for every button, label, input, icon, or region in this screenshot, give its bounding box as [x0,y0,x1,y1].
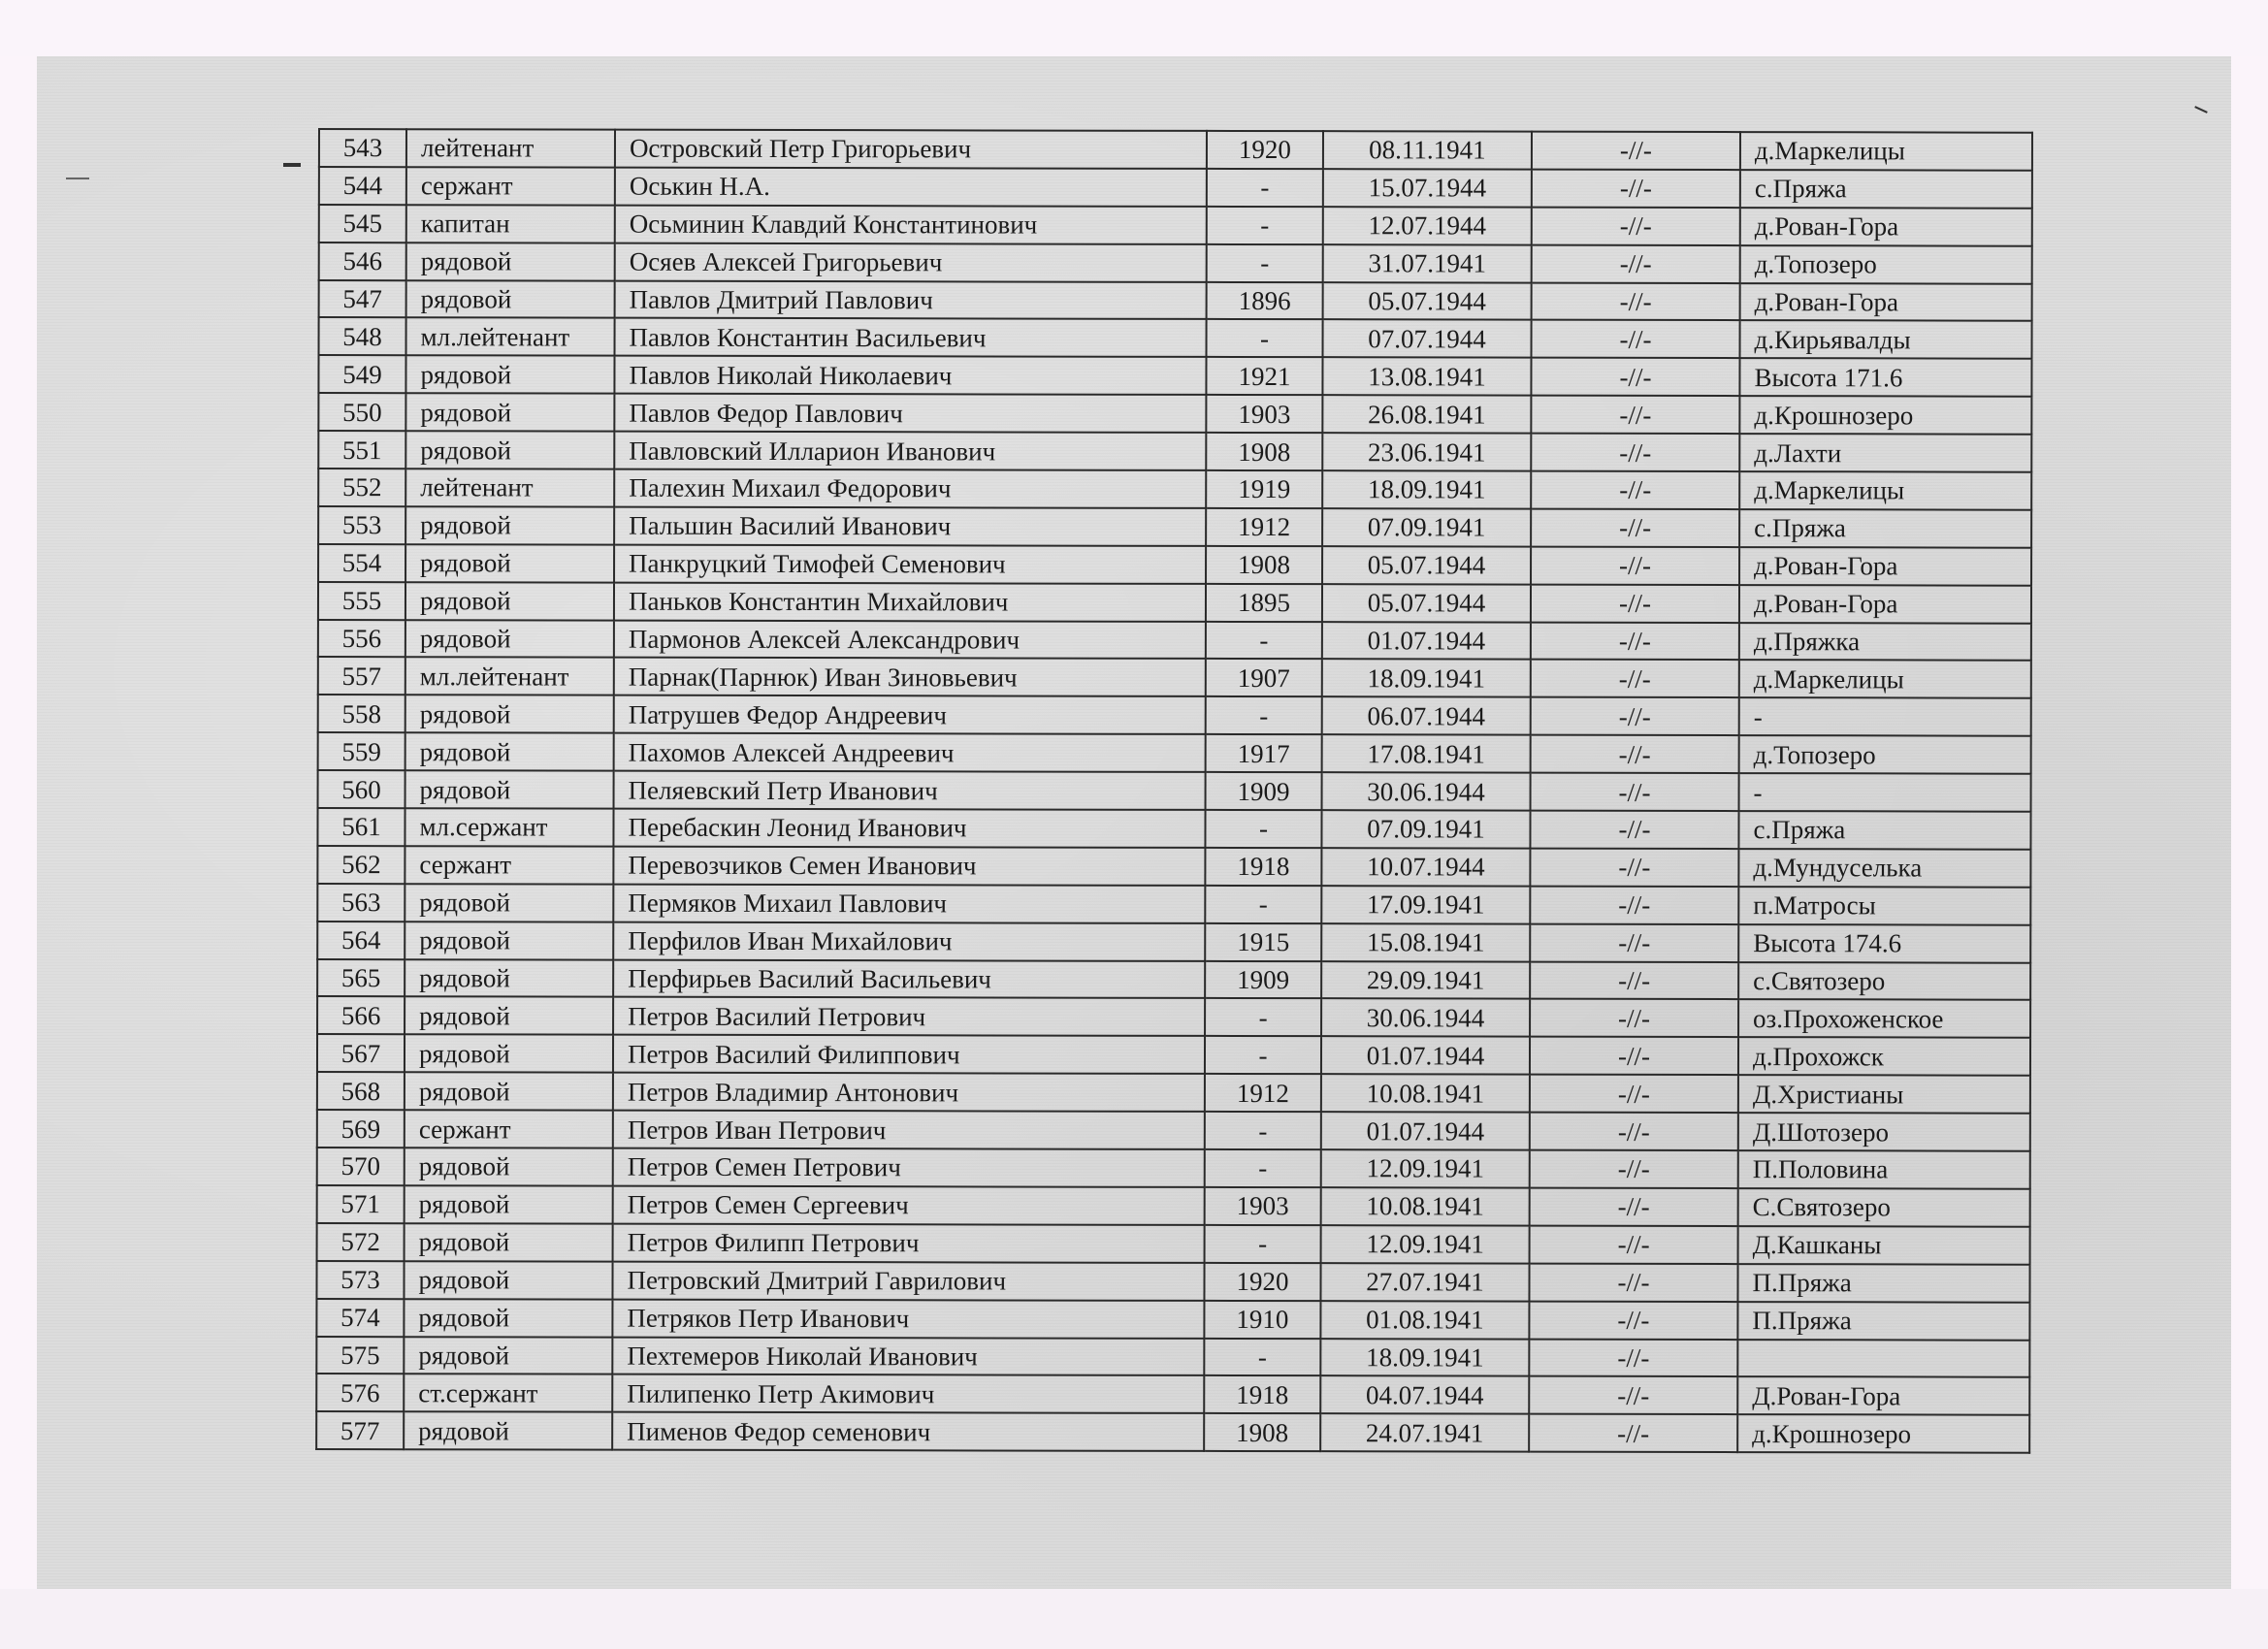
date-of-death-cell: 10.08.1941 [1321,1187,1530,1225]
table-row [317,808,2030,850]
birth-year-cell: 1910 [1204,1301,1320,1339]
date-of-death-cell: 07.09.1941 [1322,508,1531,546]
ditto-mark-cell: -//- [1531,773,1739,811]
burial-place-cell: д.Рован-Гора [1739,585,2031,624]
ditto-mark-cell: -//- [1532,244,1740,282]
full-name-cell: Павловский Илларион Иванович [614,432,1206,470]
burial-place-cell: д.Маркелицы [1740,132,2032,171]
burial-place-cell: д.Маркелицы [1739,471,2031,510]
table-row [318,506,2031,548]
table-row [317,1185,2030,1227]
record-number-cell: 550 [318,393,405,431]
ditto-mark-cell: -//- [1529,1263,1737,1301]
burial-place-cell: д.Маркелицы [1739,661,2031,699]
ditto-mark-cell: -//- [1530,1225,1738,1263]
ditto-mark-cell: -//- [1531,584,1739,622]
birth-year-cell: - [1206,621,1322,659]
record-number-cell: 564 [317,922,405,959]
full-name-cell: Перебаскин Леонид Иванович [613,809,1205,848]
full-name-cell: Петров Василий Филиппович [613,1035,1205,1074]
table-row [318,431,2031,472]
table-row [319,205,2032,246]
full-name-cell: Пехтемеров Николай Иванович [612,1337,1204,1375]
full-name-cell: Павлов Федор Павлович [614,394,1206,433]
birth-year-cell: 1908 [1206,433,1322,470]
table-row [318,657,2031,698]
burial-place-cell: П.Половина [1738,1150,2030,1189]
birth-year-cell: - [1205,998,1321,1036]
ditto-mark-cell: -//- [1530,1075,1738,1113]
military-rank-cell: рядовой [405,1148,613,1185]
date-of-death-cell: 05.07.1944 [1323,282,1532,320]
birth-year-cell: 1909 [1206,772,1322,810]
date-of-death-cell: 05.07.1944 [1322,546,1531,584]
date-of-death-cell: 18.09.1941 [1322,660,1531,697]
burial-place-cell: п.Матросы [1738,887,2030,925]
record-number-cell: 543 [319,129,406,167]
birth-year-cell: - [1205,1225,1321,1263]
casualty-records-table [315,128,2033,1454]
burial-place-cell: д.Топозеро [1739,735,2031,774]
table-row [316,1411,2029,1453]
military-rank-cell: рядовой [405,884,613,922]
record-number-cell: 577 [316,1411,404,1449]
birth-year-cell: 1918 [1204,1375,1320,1413]
table-row [318,393,2031,435]
birth-year-cell: 1921 [1206,357,1322,395]
date-of-death-cell: 15.08.1941 [1321,923,1530,961]
military-rank-cell: рядовой [405,506,614,544]
date-of-death-cell: 08.11.1941 [1323,131,1532,169]
military-rank-cell: рядовой [405,544,614,582]
full-name-cell: Пеляевский Петр Иванович [614,771,1206,810]
ditto-mark-cell: -//- [1531,358,1739,396]
table-row [318,770,2031,812]
ditto-mark-cell: -//- [1531,546,1739,584]
date-of-death-cell: 18.09.1941 [1322,470,1531,508]
table-row [317,922,2030,963]
table-row [318,355,2031,397]
birth-year-cell: - [1205,810,1321,848]
record-number-cell: 548 [319,317,406,355]
date-of-death-cell: 17.08.1941 [1322,734,1531,772]
military-rank-cell: рядовой [405,1072,613,1110]
military-rank-cell: капитан [406,205,615,242]
date-of-death-cell: 01.07.1944 [1322,622,1531,660]
record-number-cell: 561 [317,808,405,846]
record-number-cell: 563 [317,884,405,922]
date-of-death-cell: 05.07.1944 [1322,584,1531,622]
military-rank-cell: мл.лейтенант [405,658,614,695]
birth-year-cell: - [1205,1112,1321,1149]
full-name-cell: Павлов Николай Николаевич [614,356,1206,395]
full-name-cell: Петров Семен Петрович [613,1148,1205,1187]
record-number-cell: 562 [317,846,405,884]
full-name-cell: Петров Филипп Петрович [613,1223,1205,1262]
date-of-death-cell: 17.09.1941 [1321,886,1530,923]
record-number-cell: 557 [318,657,405,695]
burial-place-cell: Д.Кашканы [1738,1226,2030,1265]
table-row [318,732,2031,774]
record-number-cell: 551 [318,431,405,469]
military-rank-cell: рядовой [406,280,615,318]
full-name-cell: Петряков Петр Иванович [612,1299,1204,1338]
burial-place-cell [1737,1340,2029,1378]
table-row [317,1223,2030,1265]
table-row [317,1072,2030,1114]
scan-top-margin [0,0,2268,56]
military-rank-cell: сержант [405,846,613,884]
table-row [316,1374,2029,1415]
birth-year-cell: 1896 [1207,281,1323,319]
ditto-mark-cell: -//- [1530,849,1738,887]
table-row [319,317,2032,359]
date-of-death-cell: 30.06.1944 [1321,999,1530,1037]
military-rank-cell: рядовой [405,356,614,394]
full-name-cell: Петров Василий Петрович [613,997,1205,1036]
burial-place-cell: д.Рован-Гора [1740,283,2032,322]
full-name-cell: Пальшин Василий Иванович [614,507,1206,546]
military-rank-cell: рядовой [405,770,614,808]
table-row [318,544,2031,586]
birth-year-cell: 1915 [1205,923,1321,961]
burial-place-cell: с.Пряжа [1739,509,2031,548]
military-rank-cell: рядовой [404,1261,612,1299]
full-name-cell: Перфирьев Василий Васильевич [613,959,1205,998]
table-row [317,846,2030,888]
birth-year-cell: 1908 [1204,1413,1320,1451]
burial-place-cell: с.Пряжа [1740,170,2032,209]
date-of-death-cell: 31.07.1941 [1323,244,1532,282]
table-row [319,129,2032,171]
record-number-cell: 570 [317,1148,405,1185]
birth-year-cell: 1920 [1204,1263,1320,1301]
burial-place-cell: Высота 174.6 [1738,924,2030,963]
table-row [319,167,2032,209]
ditto-mark-cell: -//- [1530,1188,1738,1226]
ditto-mark-cell: -//- [1531,396,1739,434]
military-rank-cell: рядовой [405,959,613,997]
record-number-cell: 560 [318,770,405,808]
burial-place-cell: Высота 171.6 [1739,358,2031,397]
burial-place-cell: П.Пряжа [1737,1302,2029,1341]
full-name-cell: Петровский Дмитрий Гаврилович [612,1261,1204,1300]
military-rank-cell: рядовой [405,997,613,1035]
burial-place-cell: оз.Прохоженское [1738,1000,2030,1039]
burial-place-cell: д.Топозеро [1740,245,2032,284]
record-number-cell: 569 [317,1110,405,1148]
date-of-death-cell: 04.07.1944 [1320,1376,1529,1414]
table-row [318,469,2031,510]
military-rank-cell: рядовой [405,922,613,959]
record-number-cell: 574 [316,1299,404,1337]
military-rank-cell: рядовой [405,582,614,620]
full-name-cell: Островский Петр Григорьевич [615,130,1207,169]
burial-place-cell: с.Пряжа [1738,811,2030,850]
record-number-cell: 566 [317,996,405,1034]
burial-place-cell: д.Рован-Гора [1739,547,2031,586]
date-of-death-cell: 29.09.1941 [1321,961,1530,999]
ditto-mark-cell: -//- [1531,735,1739,773]
military-rank-cell: рядовой [404,1337,612,1374]
burial-place-cell: С.Святозеро [1738,1188,2030,1227]
date-of-death-cell: 12.09.1941 [1321,1149,1530,1187]
full-name-cell: Осьминин Клавдий Константинович [615,205,1207,243]
table-row [318,695,2031,736]
burial-place-cell: - [1739,697,2031,736]
full-name-cell: Пармонов Алексей Александрович [614,620,1206,659]
ditto-mark-cell: -//- [1532,170,1740,208]
full-name-cell: Патрушев Федор Андреевич [614,695,1206,734]
ditto-mark-cell: -//- [1529,1376,1737,1414]
table-row [317,1034,2030,1076]
table-row [318,620,2031,662]
date-of-death-cell: 30.06.1944 [1322,772,1531,810]
ditto-mark-cell: -//- [1530,1113,1738,1150]
birth-year-cell: 1895 [1206,584,1322,622]
burial-place-cell: Д.Христианы [1738,1075,2030,1114]
record-number-cell: 565 [317,959,405,997]
record-number-cell: 571 [317,1185,405,1223]
date-of-death-cell: 24.07.1941 [1320,1413,1529,1451]
scan-mark [66,178,89,179]
table-row [317,996,2030,1038]
table-row [317,1110,2030,1151]
ditto-mark-cell: -//- [1531,509,1739,547]
date-of-death-cell: 15.07.1944 [1323,169,1532,207]
military-rank-cell: ст.сержант [404,1374,612,1412]
birth-year-cell: - [1205,1149,1321,1187]
military-rank-cell: мл.лейтенант [406,318,615,356]
date-of-death-cell: 01.08.1941 [1320,1301,1529,1339]
full-name-cell: Пилипенко Петр Акимович [612,1374,1204,1413]
date-of-death-cell: 10.08.1941 [1321,1074,1530,1112]
table-row [317,1148,2030,1189]
full-name-cell: Пахомов Алексей Андреевич [614,733,1206,772]
birth-year-cell: 1917 [1206,734,1322,772]
birth-year-cell: - [1205,1036,1321,1074]
military-rank-cell: рядовой [405,620,614,658]
full-name-cell: Пермяков Михаил Павлович [613,884,1205,922]
ditto-mark-cell: -//- [1531,471,1739,509]
military-rank-cell: рядовой [405,732,614,770]
full-name-cell: Оськин Н.А. [615,168,1207,207]
date-of-death-cell: 10.07.1944 [1321,848,1530,886]
date-of-death-cell: 18.09.1941 [1320,1339,1529,1376]
record-number-cell: 554 [318,544,405,582]
birth-year-cell: - [1204,1338,1320,1375]
table-row [316,1261,2029,1303]
table-row [317,884,2030,925]
record-number-cell: 552 [318,469,405,506]
full-name-cell: Осяев Алексей Григорьевич [615,242,1207,281]
ditto-mark-cell: -//- [1530,999,1738,1037]
full-name-cell: Палехин Михаил Федорович [614,469,1206,508]
military-rank-cell: сержант [406,167,615,205]
record-number-cell: 567 [317,1034,405,1072]
birth-year-cell: 1912 [1205,1074,1321,1112]
burial-place-cell: д.Мундуселька [1738,849,2030,888]
birth-year-cell: 1908 [1206,546,1322,584]
ditto-mark-cell: -//- [1530,1037,1738,1075]
ditto-mark-cell: -//- [1530,1150,1738,1188]
record-number-cell: 556 [318,620,405,658]
date-of-death-cell: 23.06.1941 [1322,433,1531,470]
military-rank-cell: рядовой [405,1185,613,1223]
scan-mark [283,163,301,167]
table-body [316,129,2032,1453]
ditto-mark-cell: -//- [1531,660,1739,697]
record-number-cell: 568 [317,1072,405,1110]
record-number-cell: 545 [319,205,406,242]
birth-year-cell: 1909 [1205,961,1321,999]
ditto-mark-cell: -//- [1530,923,1738,961]
burial-place-cell: д.Крошнозеро [1739,396,2031,435]
full-name-cell: Петров Семен Сергеевич [613,1186,1205,1225]
burial-place-cell: Д.Рован-Гора [1737,1376,2029,1415]
record-number-cell: 544 [319,167,406,205]
full-name-cell: Панкруцкий Тимофей Семенович [614,544,1206,583]
record-number-cell: 576 [316,1374,404,1411]
ditto-mark-cell: -//- [1531,697,1739,735]
record-number-cell: 546 [319,242,406,280]
burial-place-cell: д.Кирьявалды [1740,321,2032,360]
record-number-cell: 553 [318,506,405,544]
military-rank-cell: рядовой [405,393,614,431]
ditto-mark-cell: -//- [1530,886,1738,923]
date-of-death-cell: 06.07.1944 [1322,697,1531,735]
date-of-death-cell: 07.09.1941 [1321,810,1530,848]
full-name-cell: Паньков Константин Михайлович [614,582,1206,621]
military-rank-cell: лейтенант [405,469,614,506]
burial-place-cell: - [1739,773,2031,812]
military-rank-cell: рядовой [404,1299,612,1337]
record-number-cell: 549 [318,355,405,393]
record-number-cell: 555 [318,582,405,620]
burial-place-cell: д.Рован-Гора [1740,208,2032,246]
date-of-death-cell: 01.07.1944 [1321,1037,1530,1075]
record-number-cell: 558 [318,695,405,732]
date-of-death-cell: 12.07.1944 [1323,207,1532,244]
burial-place-cell: д.Прохожск [1738,1037,2030,1076]
burial-place-cell: П.Пряжа [1737,1264,2029,1303]
birth-year-cell: - [1207,207,1323,244]
burial-place-cell: Д.Шотозеро [1738,1113,2030,1151]
record-number-cell: 547 [319,280,406,318]
birth-year-cell: 1920 [1207,131,1323,169]
birth-year-cell: - [1207,244,1323,282]
full-name-cell: Павлов Дмитрий Павлович [615,280,1207,319]
record-number-cell: 559 [318,732,405,770]
ditto-mark-cell: -//- [1532,207,1740,244]
birth-year-cell: 1903 [1205,1187,1321,1225]
military-rank-cell: рядовой [405,1223,613,1261]
table-row [318,582,2031,624]
military-rank-cell: рядовой [405,695,614,733]
burial-place-cell: с.Святозеро [1738,962,2030,1001]
ditto-mark-cell: -//- [1530,811,1738,849]
birth-year-cell: 1907 [1206,659,1322,696]
date-of-death-cell: 01.07.1944 [1321,1112,1530,1149]
birth-year-cell: 1919 [1206,470,1322,508]
table-row [317,959,2030,1001]
full-name-cell: Павлов Константин Васильевич [615,318,1207,357]
scan-bottom-margin [0,1589,2268,1649]
date-of-death-cell: 12.09.1941 [1321,1225,1530,1263]
birth-year-cell: 1903 [1206,395,1322,433]
table-row [316,1336,2029,1377]
full-name-cell: Парнак(Парнюк) Иван Зиновьевич [614,658,1206,696]
ditto-mark-cell: -//- [1531,434,1739,471]
burial-place-cell: д.Лахти [1739,434,2031,472]
ditto-mark-cell: -//- [1529,1414,1737,1452]
table-row [316,1299,2029,1341]
ditto-mark-cell: -//- [1530,961,1738,999]
full-name-cell: Пименов Федор семенович [612,1412,1204,1451]
record-number-cell: 573 [316,1261,404,1299]
military-rank-cell: сержант [405,1110,613,1148]
ditto-mark-cell: -//- [1532,282,1740,320]
burial-place-cell: д.Крошнозеро [1737,1414,2029,1453]
date-of-death-cell: 27.07.1941 [1320,1263,1529,1301]
birth-year-cell: - [1205,886,1321,923]
birth-year-cell: - [1207,169,1323,207]
ditto-mark-cell: -//- [1529,1301,1737,1339]
ditto-mark-cell: -//- [1531,622,1739,660]
military-rank-cell: лейтенант [406,129,615,167]
full-name-cell: Петров Иван Петрович [613,1111,1205,1149]
military-rank-cell: рядовой [405,1035,613,1073]
military-rank-cell: рядовой [404,1411,612,1449]
birth-year-cell: 1912 [1206,508,1322,546]
birth-year-cell: - [1207,319,1323,357]
record-number-cell: 575 [316,1336,404,1374]
table-row [319,242,2032,284]
military-rank-cell: рядовой [406,242,615,280]
full-name-cell: Перевозчиков Семен Иванович [613,847,1205,886]
date-of-death-cell: 26.08.1941 [1322,395,1531,433]
birth-year-cell: - [1206,696,1322,734]
full-name-cell: Перфилов Иван Михайлович [613,922,1205,960]
full-name-cell: Петров Владимир Антонович [613,1073,1205,1112]
burial-place-cell: д.Пряжка [1739,623,2031,662]
ditto-mark-cell: -//- [1532,320,1740,358]
birth-year-cell: 1918 [1205,848,1321,886]
date-of-death-cell: 13.08.1941 [1322,358,1531,396]
record-number-cell: 572 [317,1223,405,1261]
military-rank-cell: мл.сержант [405,808,613,846]
ditto-mark-cell: -//- [1532,132,1740,170]
table-row [319,280,2032,322]
military-rank-cell: рядовой [405,431,614,469]
date-of-death-cell: 07.07.1944 [1323,320,1532,358]
ditto-mark-cell: -//- [1529,1339,1737,1376]
